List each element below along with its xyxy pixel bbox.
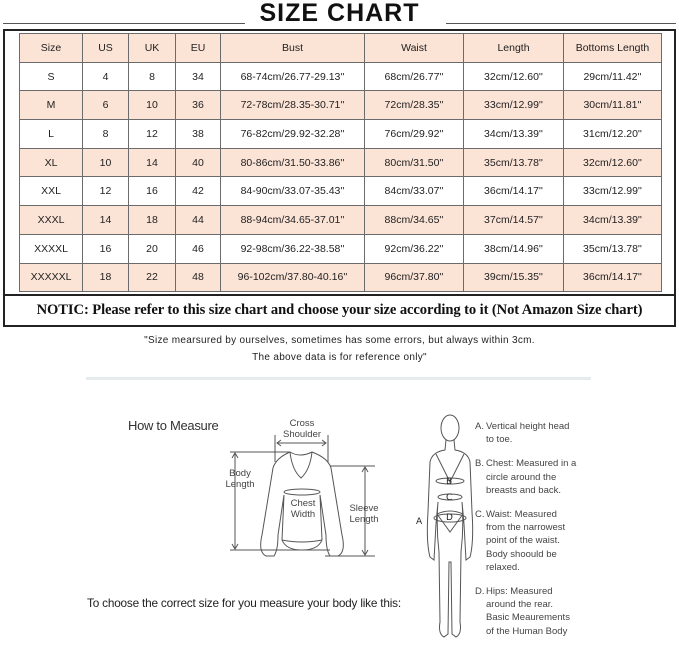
- cell-bottoms-length: 30cm/11.81'': [564, 91, 662, 120]
- header-uk: UK: [129, 34, 176, 63]
- cell-eu: 42: [176, 177, 221, 206]
- header-size: Size: [20, 34, 83, 63]
- cell-us: 16: [83, 234, 129, 263]
- table-row: [20, 177, 662, 206]
- step-letter: C.: [475, 509, 485, 521]
- cell-bust: 84-90cm/33.07-35.43'': [221, 177, 365, 206]
- step-d: [475, 585, 575, 638]
- table-row: [20, 263, 662, 292]
- cell-us: 18: [83, 263, 129, 292]
- cell-size: XXL: [20, 177, 83, 206]
- cell-uk: 18: [129, 206, 176, 235]
- cell-bust: 76-82cm/29.92-32.28'': [221, 120, 365, 149]
- label-sleeve-length: [344, 503, 384, 525]
- cell-bottoms-length: 33cm/12.99'': [564, 177, 662, 206]
- label-length-2: Length: [349, 514, 379, 525]
- cell-us: 8: [83, 120, 129, 149]
- cell-eu: 44: [176, 206, 221, 235]
- cell-uk: 16: [129, 177, 176, 206]
- cell-waist: 88cm/34.65'': [365, 206, 464, 235]
- cell-length: 39cm/15.35'': [464, 263, 564, 292]
- page-title: SIZE CHART: [259, 0, 420, 27]
- cell-bottoms-length: 32cm/12.60'': [564, 148, 662, 177]
- cell-waist: 68cm/26.77'': [365, 62, 464, 91]
- step-a: [475, 420, 575, 446]
- cell-size: S: [20, 62, 83, 91]
- cell-bust: 88-94cm/34.65-37.01'': [221, 206, 365, 235]
- body-figure-icon: [416, 412, 480, 642]
- header-bottoms-length: Bottoms Length: [564, 34, 662, 63]
- cell-length: 34cm/13.39'': [464, 120, 564, 149]
- cell-length: 37cm/14.57'': [464, 206, 564, 235]
- label-sleeve: Sleeve: [349, 503, 379, 514]
- label-width: Width: [290, 509, 316, 520]
- marker-c: C: [446, 493, 453, 503]
- cell-us: 10: [83, 148, 129, 177]
- cell-length: 33cm/12.99'': [464, 91, 564, 120]
- header-us: US: [83, 34, 129, 63]
- label-chest: Chest: [290, 498, 316, 509]
- cell-bust: 80-86cm/31.50-33.86'': [221, 148, 365, 177]
- size-table: [19, 33, 662, 292]
- cell-length: 35cm/13.78'': [464, 148, 564, 177]
- step-letter: A.: [475, 421, 484, 432]
- cell-eu: 38: [176, 120, 221, 149]
- cell-size: M: [20, 91, 83, 120]
- cell-uk: 14: [129, 148, 176, 177]
- cell-bust: 72-78cm/28.35-30.71'': [221, 91, 365, 120]
- cell-length: 36cm/14.17'': [464, 177, 564, 206]
- label-shoulder: Shoulder: [282, 429, 322, 440]
- label-body: Body: [229, 468, 251, 479]
- cell-bottoms-length: 31cm/12.20'': [564, 120, 662, 149]
- cell-uk: 10: [129, 91, 176, 120]
- cell-size: XL: [20, 148, 83, 177]
- label-cross: Cross: [289, 418, 315, 429]
- table-row: [20, 206, 662, 235]
- cell-us: 12: [83, 177, 129, 206]
- cell-us: 14: [83, 206, 129, 235]
- cell-bust: 92-98cm/36.22-38.58'': [221, 234, 365, 263]
- label-cross-shoulder: [280, 418, 324, 440]
- table-row: [20, 120, 662, 149]
- step-c: [475, 508, 575, 574]
- cell-waist: 80cm/31.50'': [365, 148, 464, 177]
- step-letter: D.: [475, 586, 485, 598]
- cell-uk: 20: [129, 234, 176, 263]
- cell-us: 4: [83, 62, 129, 91]
- section-divider: [86, 377, 591, 380]
- notice-banner: NOTIC: Please refer to this size chart and choose your size according to it (Not Amazon Size chart): [5, 294, 674, 325]
- cell-size: XXXL: [20, 206, 83, 235]
- cell-eu: 48: [176, 263, 221, 292]
- cell-size: XXXXXL: [20, 263, 83, 292]
- marker-b: B: [446, 477, 453, 487]
- step-text: Hips: Measured around the rear. Basic Meaurements of the Human Body: [486, 586, 570, 637]
- table-row: [20, 62, 662, 91]
- label-body-length: [220, 468, 260, 490]
- cell-uk: 22: [129, 263, 176, 292]
- cell-size: XXXXL: [20, 234, 83, 263]
- cell-size: L: [20, 120, 83, 149]
- header-waist: Waist: [365, 34, 464, 63]
- how-to-measure-title: How to Measure: [128, 418, 219, 433]
- step-text: Waist: Measured from the narrowest point of the waist. Body shoould be relaxed.: [486, 509, 566, 573]
- cell-bust: 96-102cm/37.80-40.16'': [221, 263, 365, 292]
- cell-eu: 40: [176, 148, 221, 177]
- header-bust: Bust: [221, 34, 365, 63]
- cell-bottoms-length: 36cm/14.17'': [564, 263, 662, 292]
- cell-us: 6: [83, 91, 129, 120]
- step-text: Vertical height head to toe.: [486, 421, 570, 446]
- measurement-steps: [475, 420, 615, 648]
- label-length: Length: [225, 479, 255, 490]
- cell-bottoms-length: 35cm/13.78'': [564, 234, 662, 263]
- cell-uk: 8: [129, 62, 176, 91]
- header-length: Length: [464, 34, 564, 63]
- marker-a: A: [416, 517, 423, 527]
- table-row: [20, 234, 662, 263]
- cell-bust: 68-74cm/26.77-29.13'': [221, 62, 365, 91]
- header-eu: EU: [176, 34, 221, 63]
- cell-waist: 72cm/28.35'': [365, 91, 464, 120]
- cell-eu: 34: [176, 62, 221, 91]
- cell-eu: 46: [176, 234, 221, 263]
- label-chest-width: [283, 498, 323, 520]
- cell-length: 32cm/12.60'': [464, 62, 564, 91]
- table-header-row: [20, 34, 662, 63]
- cell-bottoms-length: 29cm/11.42'': [564, 62, 662, 91]
- instruction-text: To choose the correct size for you measure your body like this:: [87, 596, 401, 610]
- step-text: Chest: Measured in a circle around the breasts and back.: [486, 458, 577, 496]
- disclaimer-line-1: "Size mearsured by ourselves, sometimes has some errors, but always within 3cm.: [144, 335, 535, 346]
- marker-d: D: [446, 513, 453, 523]
- cell-waist: 92cm/36.22'': [365, 234, 464, 263]
- cell-length: 38cm/14.96'': [464, 234, 564, 263]
- step-b: [475, 457, 583, 497]
- cell-uk: 12: [129, 120, 176, 149]
- step-letter: B.: [475, 458, 484, 470]
- cell-waist: 96cm/37.80'': [365, 263, 464, 292]
- cell-bottoms-length: 34cm/13.39'': [564, 206, 662, 235]
- table-row: [20, 91, 662, 120]
- cell-waist: 84cm/33.07'': [365, 177, 464, 206]
- cell-waist: 76cm/29.92'': [365, 120, 464, 149]
- table-row: [20, 148, 662, 177]
- disclaimer-line-2: The above data is for reference only": [252, 352, 427, 363]
- cell-eu: 36: [176, 91, 221, 120]
